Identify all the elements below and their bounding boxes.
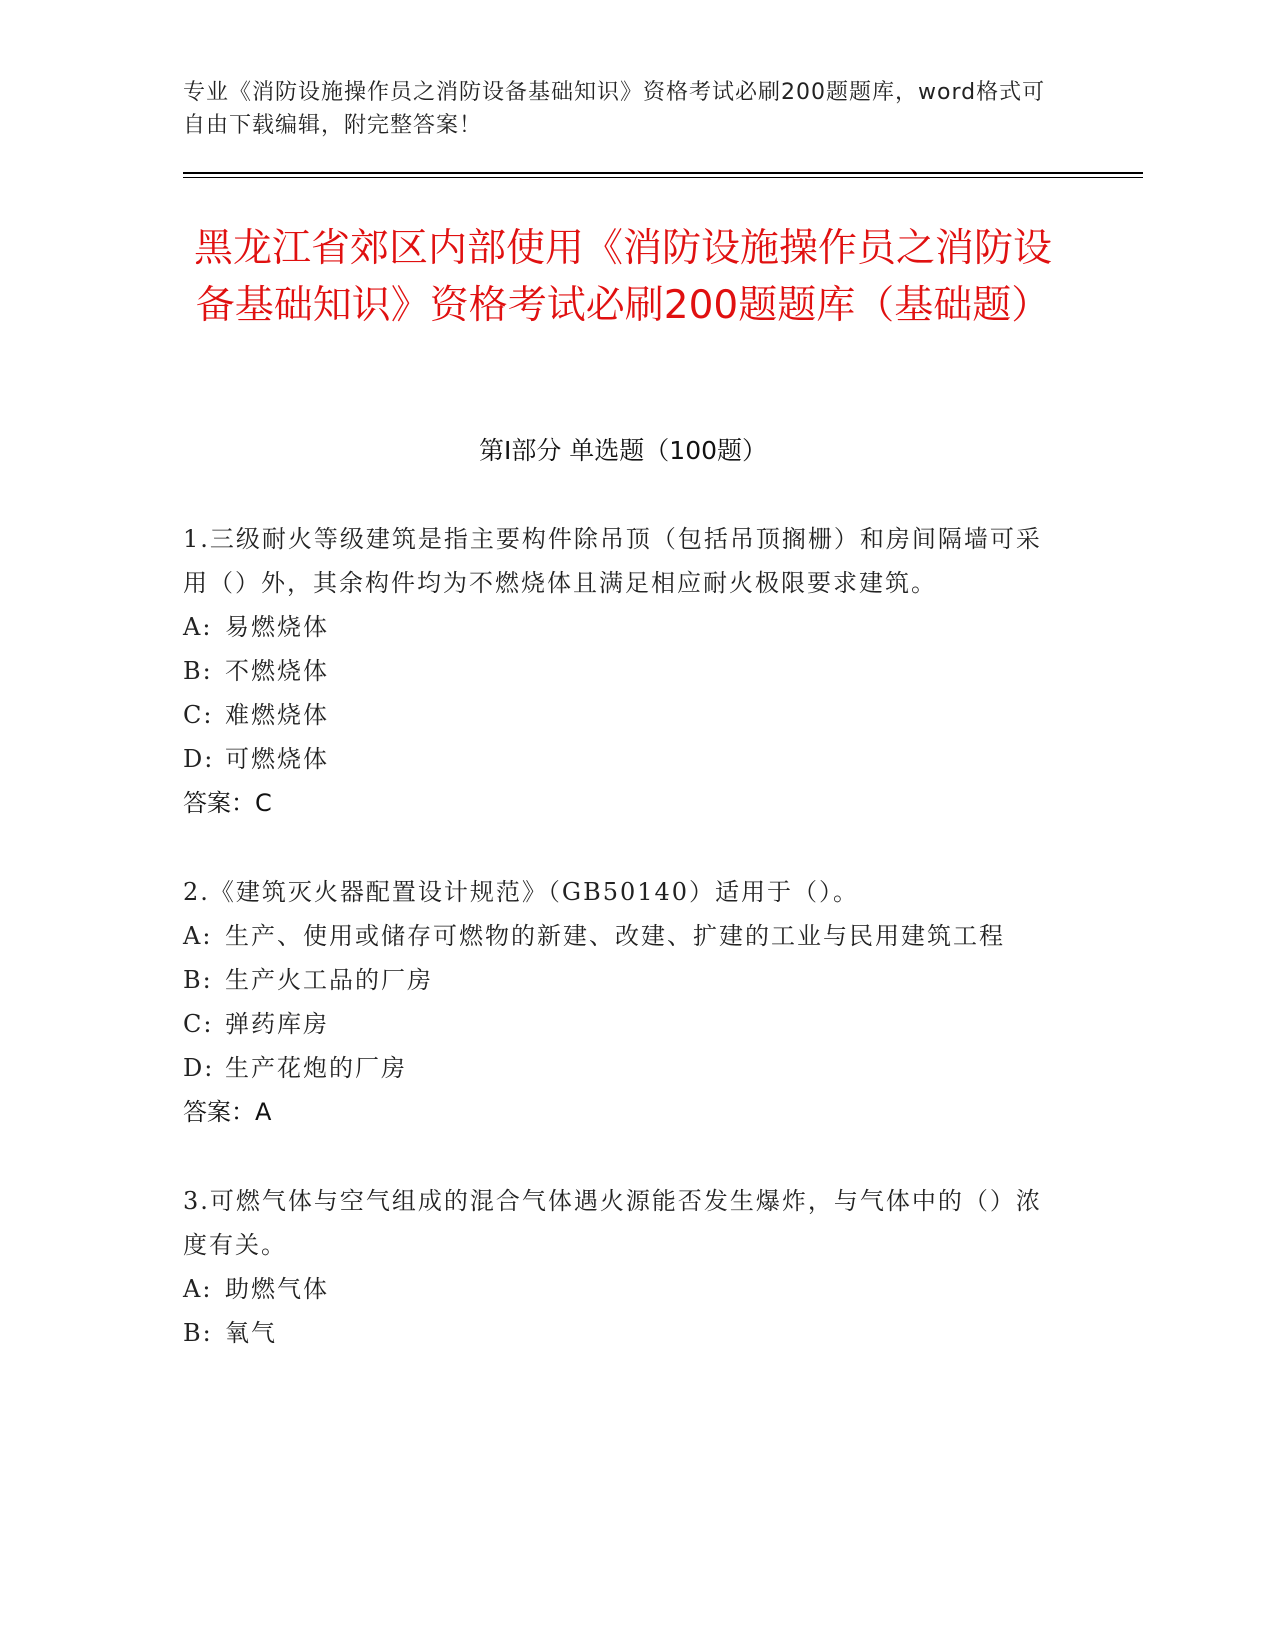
header-divider-thin [183, 177, 1143, 178]
option-text: 难燃烧体 [225, 701, 329, 729]
option-text: 氧气 [225, 1319, 277, 1347]
option-text: 弹药库房 [225, 1010, 329, 1038]
option-text: 助燃气体 [225, 1275, 329, 1303]
option-key: B: [183, 1319, 213, 1347]
option-key: A: [183, 613, 213, 641]
option-text: 生产、使用或储存可燃物的新建、改建、扩建的工业与民用建筑工程 [225, 922, 1005, 950]
answer-text: 答案：A [183, 1098, 272, 1126]
option-b [183, 649, 1053, 693]
option-a [183, 914, 1053, 958]
option-key: A: [183, 1275, 213, 1303]
option-text: 生产火工品的厂房 [225, 966, 433, 994]
option-b [183, 1311, 1053, 1355]
document-title: 黑龙江省郊区内部使用《消防设施操作员之消防设备基础知识》资格考试必刷200题题库（基础题） [193, 226, 1052, 328]
option-key: B: [183, 966, 213, 994]
question-text: 1.三级耐火等级建筑是指主要构件除吊顶（包括吊顶搁栅）和房间隔墙可采用（）外，其余构件均为不燃烧体且满足相应耐火极限要求建筑。 [183, 525, 1042, 597]
question-item [183, 517, 1053, 825]
option-d [183, 1046, 1053, 1090]
option-c [183, 1002, 1053, 1046]
option-text: 易燃烧体 [225, 613, 329, 641]
option-d [183, 737, 1053, 781]
question-item [183, 870, 1053, 1134]
option-text: 生产花炮的厂房 [225, 1054, 407, 1082]
header-divider-thick [183, 172, 1143, 174]
option-a [183, 1267, 1053, 1311]
question-item [183, 1179, 1053, 1355]
option-key: B: [183, 657, 213, 685]
option-text: 可燃烧体 [225, 745, 329, 773]
option-key: D: [183, 745, 215, 773]
option-key: D: [183, 1054, 215, 1082]
option-a [183, 605, 1053, 649]
page-header-text: 专业《消防设施操作员之消防设备基础知识》资格考试必刷200题题库，word格式可自由下载编辑，附完整答案！ [183, 80, 1046, 138]
question-text: 2.《建筑灭火器配置设计规范》（GB50140）适用于（）。 [183, 878, 860, 906]
option-key: C: [183, 1010, 214, 1038]
section-title: 第Ⅰ部分 单选题（100题） [478, 436, 768, 465]
question-list [183, 517, 1053, 1400]
option-key: A: [183, 922, 213, 950]
option-key: C: [183, 701, 214, 729]
answer-text: 答案：C [183, 789, 272, 817]
option-b [183, 958, 1053, 1002]
option-text: 不燃烧体 [225, 657, 329, 685]
question-text: 3.可燃气体与空气组成的混合气体遇火源能否发生爆炸，与气体中的（）浓度有关。 [183, 1187, 1042, 1259]
option-c [183, 693, 1053, 737]
